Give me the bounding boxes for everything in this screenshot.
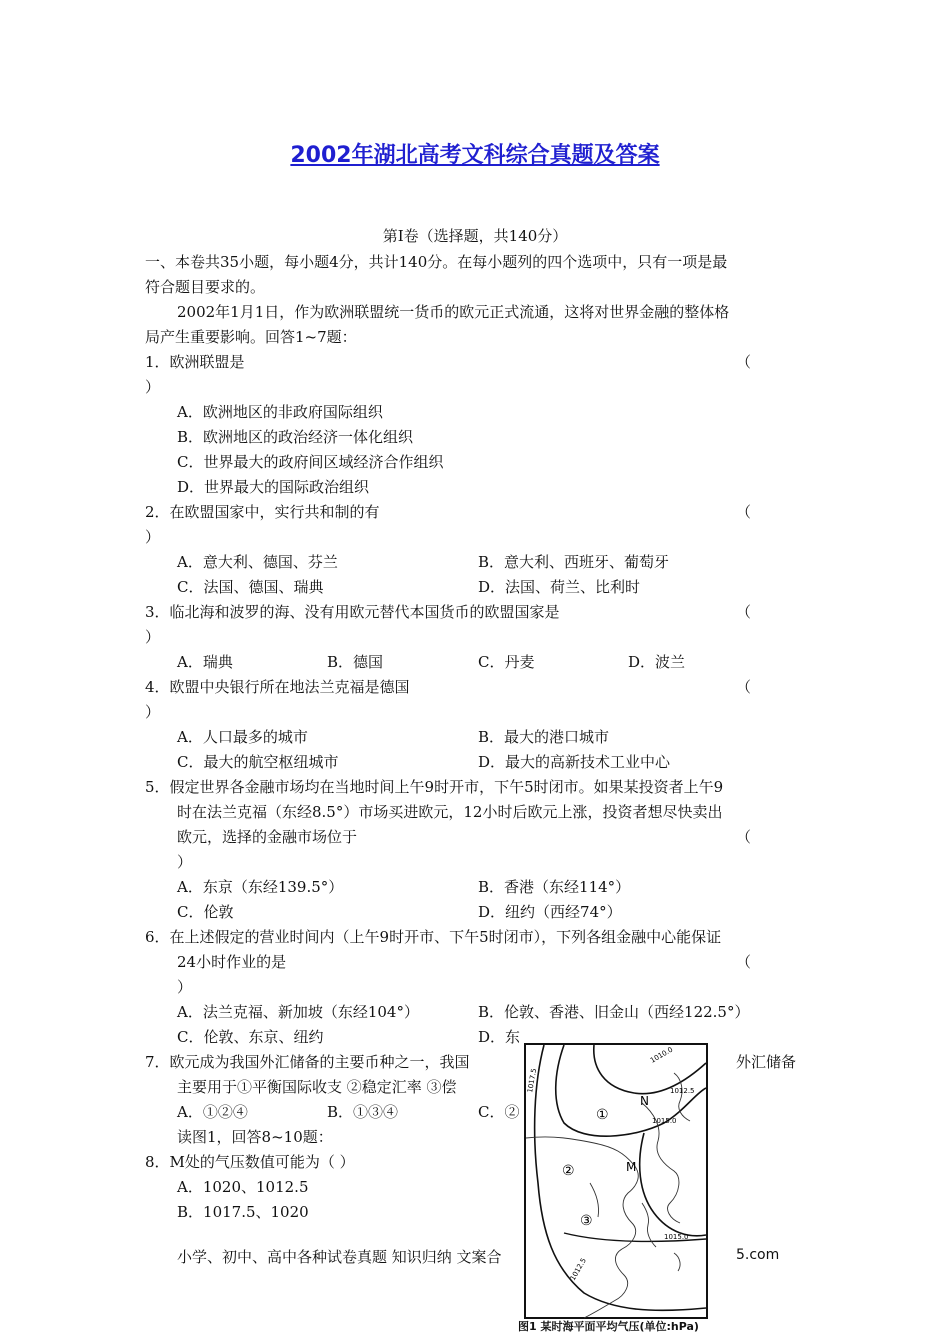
question-8-stem: 8．M处的气压数值可能为（ ） <box>145 1153 355 1171</box>
question-2-option-b: B．意大利、西班牙、葡萄牙 <box>478 553 670 571</box>
instruction-line: 一、本卷共35小题，每小题4分，共计140分。在每小题列的四个选项中，只有一项是最 <box>145 253 728 271</box>
answer-paren-close: ） <box>177 853 193 871</box>
intro-line: 局产生重要影响。回答1~7题： <box>145 328 357 346</box>
map-frame <box>525 1044 707 1318</box>
page-title: 2002年湖北高考文科综合真题及答案 <box>290 143 660 168</box>
question-3-stem: 3．临北海和波罗的海、没有用欧元替代本国货币的欧盟国家是 <box>145 603 560 621</box>
question-7-option-c: C．② <box>478 1103 520 1121</box>
isobar-value: 1012.5 <box>568 1256 588 1282</box>
question-2-option-d: D．法国、荷兰、比利时 <box>478 578 641 596</box>
question-6-option-a: A．法兰克福、新加坡（东经104°） <box>177 1003 419 1021</box>
question-7-stem: 7．欧元成为我国外汇储备的主要币种之一，我国 <box>145 1053 470 1071</box>
instruction-line: 符合题目要求的。 <box>145 278 266 296</box>
question-2-option-a: A．意大利、德国、芬兰 <box>177 553 338 571</box>
answer-paren-open: （ <box>736 603 752 621</box>
figure-caption: 图1 某时海平面平均气压(单位:hPa) <box>518 1320 699 1333</box>
intro-line: 2002年1月1日，作为欧洲联盟统一货币的欧元正式流通，这将对世界金融的整体格 <box>177 303 730 321</box>
question-3-option-c: C．丹麦 <box>478 653 535 671</box>
question-6-stem: 6．在上述假定的营业时间内（上午9时开市、下午5时闭市），下列各组金融中心能保证 <box>145 928 722 946</box>
question-4-option-b: B．最大的港口城市 <box>478 728 610 746</box>
question-5-option-c: C．伦敦 <box>177 903 234 921</box>
answer-paren-open: （ <box>736 678 752 696</box>
question-2-option-c: C．法国、德国、瑞典 <box>177 578 324 596</box>
answer-paren-open: （ <box>736 503 752 521</box>
question-3-option-a: A．瑞典 <box>177 653 233 671</box>
question-5-option-b: B．香港（东经114°） <box>478 878 631 896</box>
question-6-option-b: B．伦敦、香港、旧金山（西经122.5°） <box>478 1003 750 1021</box>
question-6-option-d: D．东 <box>478 1028 521 1046</box>
question-5-stem: 欧元，选择的金融市场位于 <box>177 828 358 846</box>
question-4-stem: 4．欧盟中央银行所在地法兰克福是德国 <box>145 678 410 696</box>
answer-paren-close: ） <box>177 978 193 996</box>
map-label-2: ② <box>562 1163 575 1179</box>
question-7-stem: 主要用于①平衡国际收支 ②稳定汇率 ③偿 <box>177 1078 457 1096</box>
pressure-map <box>524 1043 708 1319</box>
map-point-m: M <box>626 1160 637 1174</box>
question-5-stem: 时在法兰克福（东经8.5°）市场买进欧元，12小时后欧元上涨，投资者想尽快卖出 <box>177 803 723 821</box>
pressure-map-graphic <box>524 1043 708 1319</box>
isobar-value: 1012.5 <box>670 1087 695 1095</box>
question-3-option-b: B．德国 <box>327 653 384 671</box>
question-5-option-d: D．纽约（西经74°） <box>478 903 622 921</box>
answer-paren-close: ） <box>145 628 161 646</box>
map-label-3: ③ <box>580 1213 593 1229</box>
answer-paren-close: ） <box>145 703 161 721</box>
question-8-option-b: B．1017.5、1020 <box>177 1203 309 1221</box>
isobar-value: 1017.5 <box>526 1067 539 1094</box>
question-7-option-a: A．①②④ <box>177 1103 248 1121</box>
question-5-stem: 5．假定世界各金融市场均在当地时间上午9时开市，下午5时闭市。如果某投资者上午9 <box>145 778 724 796</box>
isobar-value: 1015.0 <box>664 1233 689 1241</box>
question-4-option-c: C．最大的航空枢纽城市 <box>177 753 339 771</box>
question-2-stem: 2．在欧盟国家中，实行共和制的有 <box>145 503 380 521</box>
map-label-1: ① <box>596 1107 609 1123</box>
map-point-n: N <box>640 1094 649 1108</box>
question-1-option-b: B．欧洲地区的政治经济一体化组织 <box>177 428 414 446</box>
question-8-option-a: A．1020、1012.5 <box>177 1178 309 1196</box>
answer-paren-open: （ <box>736 953 752 971</box>
isobar-value: 1010.0 <box>649 1045 675 1065</box>
question-6-stem: 24小时作业的是 <box>177 953 287 971</box>
question-1-option-c: C．世界最大的政府间区域经济合作组织 <box>177 453 444 471</box>
figure-reference: 读图1，回答8~10题： <box>177 1128 333 1146</box>
question-1-option-a: A．欧洲地区的非政府国际组织 <box>177 403 383 421</box>
question-7-option-b: B．①③④ <box>327 1103 399 1121</box>
question-7-stem-tail: 外汇储备 <box>736 1053 797 1071</box>
question-1-stem: 1．欧洲联盟是 <box>145 353 245 371</box>
footer-text: 小学、初中、高中各种试卷真题 知识归纳 文案合 <box>177 1248 502 1266</box>
answer-paren-open: （ <box>736 828 752 846</box>
isobar-value: 1015.0 <box>652 1117 677 1125</box>
question-4-option-a: A．人口最多的城市 <box>177 728 308 746</box>
footer-site: 5.com <box>736 1247 780 1263</box>
question-3-option-d: D．波兰 <box>628 653 686 671</box>
answer-paren-open: （ <box>736 353 752 371</box>
answer-paren-close: ） <box>145 378 161 396</box>
section-heading: 第Ⅰ卷（选择题，共140分） <box>382 227 568 245</box>
question-5-option-a: A．东京（东经139.5°） <box>177 878 344 896</box>
question-6-option-c: C．伦敦、东京、纽约 <box>177 1028 324 1046</box>
answer-paren-close: ） <box>145 528 161 546</box>
question-4-option-d: D．最大的高新技术工业中心 <box>478 753 671 771</box>
question-1-option-d: D．世界最大的国际政治组织 <box>177 478 370 496</box>
